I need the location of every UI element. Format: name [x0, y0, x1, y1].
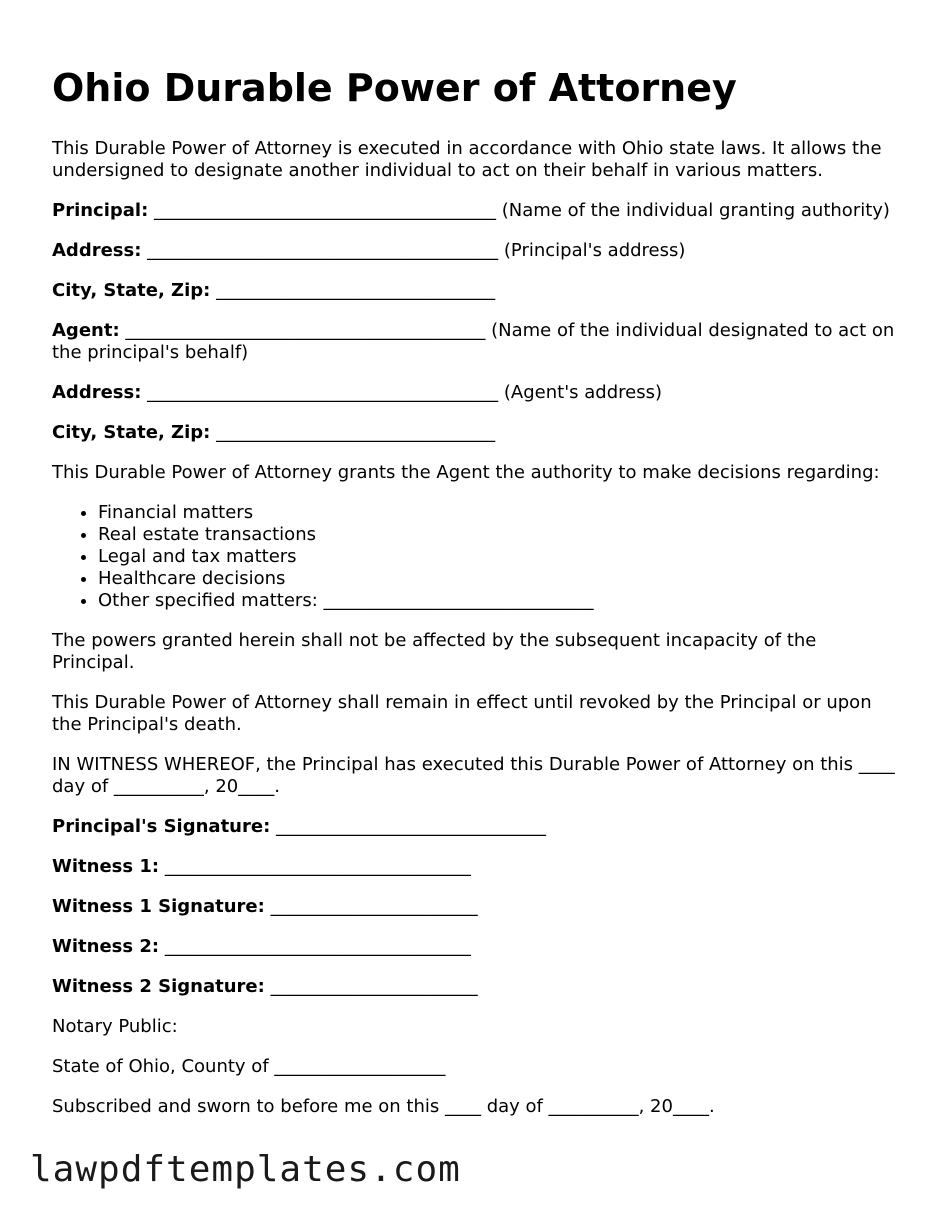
grants-paragraph: This Durable Power of Attorney grants the Agent the authority to make decisions regarding:: [52, 462, 880, 483]
agent-label: Agent:: [52, 320, 120, 341]
watermark: lawpdftemplates.com: [30, 1149, 461, 1190]
witness1-signature-blank[interactable]: _______________________: [270, 896, 478, 917]
principal-address-note: (Principal's address): [503, 240, 686, 261]
witness2-label: Witness 2:: [52, 936, 160, 957]
principal-address-field: [52, 240, 902, 262]
witness1-label: Witness 1:: [52, 856, 160, 877]
list-item: • Healthcare decisions: [98, 568, 902, 590]
principal-signature-label: Principal's Signature:: [52, 816, 271, 837]
witness2-signature-field: [52, 976, 902, 998]
page-title: Ohio Durable Power of Attorney: [52, 66, 737, 110]
principal-address-blank[interactable]: _______________________________________: [147, 240, 499, 261]
principal-address-label: Address:: [52, 240, 142, 261]
notary-state-field[interactable]: State of Ohio, County of ___________________: [52, 1056, 446, 1077]
principal-city-field: [52, 280, 902, 302]
agent-field: [52, 320, 902, 364]
witness-whereof-paragraph[interactable]: IN WITNESS WHEREOF, the Principal has executed this Durable Power of Attorney on this ____ day of __________, 20____.: [52, 754, 895, 797]
principal-note: (Name of the individual granting authority): [501, 200, 890, 221]
agent-note: (Name of the individual designated to act on the principal's behalf): [52, 320, 895, 363]
witness1-blank[interactable]: __________________________________: [164, 856, 471, 877]
witness2-signature-blank[interactable]: _______________________: [270, 976, 478, 997]
list-item: • Real estate transactions: [98, 524, 902, 546]
intro-paragraph: This Durable Power of Attorney is executed in accordance with Ohio state laws. It allows the undersigned to designate another individual to act on their behalf in various matters.: [52, 138, 882, 181]
agent-address-blank[interactable]: _______________________________________: [147, 382, 499, 403]
witness2-signature-label: Witness 2 Signature:: [52, 976, 265, 997]
witness1-field: [52, 856, 902, 878]
principal-city-blank[interactable]: _______________________________: [216, 280, 496, 301]
witness1-signature-field: [52, 896, 902, 918]
agent-city-label: City, State, Zip:: [52, 422, 211, 443]
witness1-signature-label: Witness 1 Signature:: [52, 896, 265, 917]
principal-field: [52, 200, 902, 222]
agent-blank[interactable]: ________________________________________: [125, 320, 486, 341]
principal-blank[interactable]: ______________________________________: [154, 200, 497, 221]
witness2-field: [52, 936, 902, 958]
principal-label: Principal:: [52, 200, 149, 221]
powers-list: [52, 502, 902, 612]
list-item[interactable]: • Other specified matters: ______________________________: [98, 590, 902, 612]
agent-address-label: Address:: [52, 382, 142, 403]
principal-city-label: City, State, Zip:: [52, 280, 211, 301]
agent-address-note: (Agent's address): [503, 382, 662, 403]
principal-signature-field: [52, 816, 902, 838]
list-item: • Legal and tax matters: [98, 546, 902, 568]
principal-signature-blank[interactable]: ______________________________: [276, 816, 547, 837]
agent-city-field: [52, 422, 902, 444]
list-item: • Financial matters: [98, 502, 902, 524]
sworn-paragraph[interactable]: Subscribed and sworn to before me on this ____ day of __________, 20____.: [52, 1096, 715, 1117]
notary-label: Notary Public:: [52, 1016, 178, 1037]
witness2-blank[interactable]: __________________________________: [164, 936, 471, 957]
agent-address-field: [52, 382, 902, 404]
incapacity-paragraph: The powers granted herein shall not be affected by the subsequent incapacity of the Principal.: [52, 630, 817, 673]
agent-city-blank[interactable]: _______________________________: [216, 422, 496, 443]
document-page: [52, 62, 902, 1136]
effect-paragraph: This Durable Power of Attorney shall remain in effect until revoked by the Principal or upon the Principal's death.: [52, 692, 872, 735]
